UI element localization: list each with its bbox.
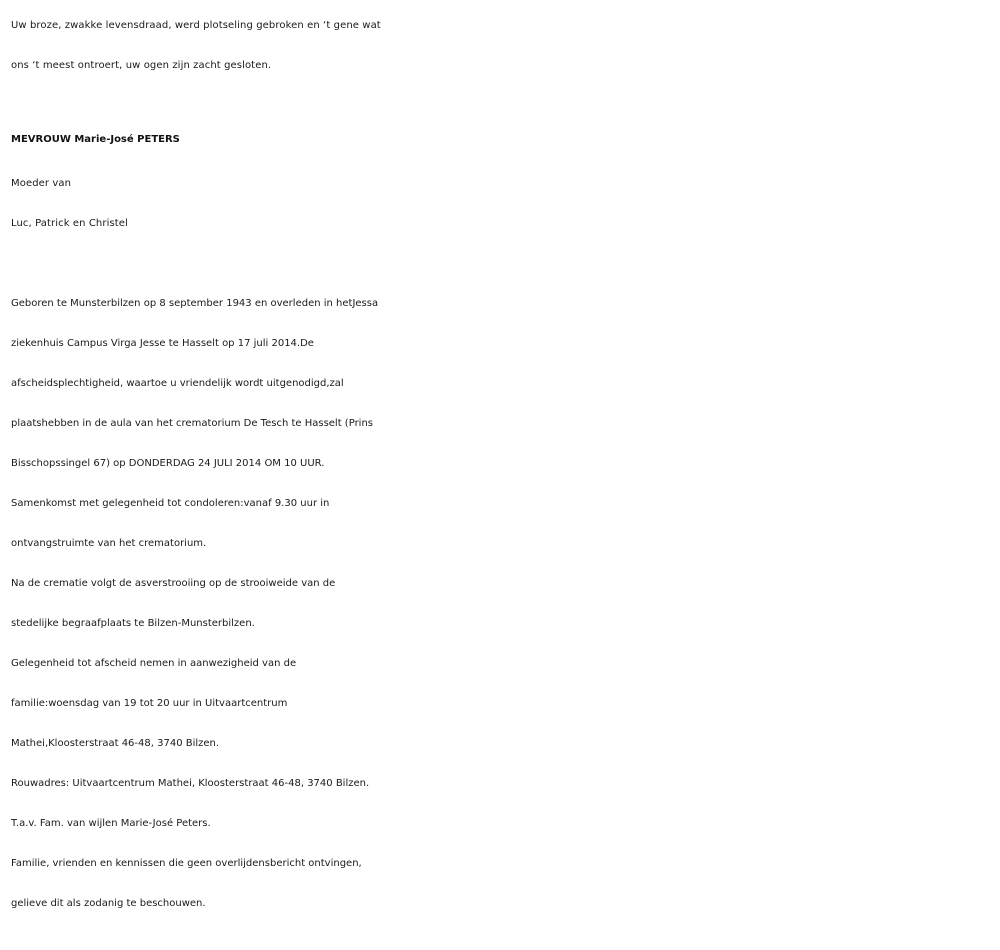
body-line: ziekenhuis Campus Virga Jesse te Hasselt op 17 juli 2014.De <box>11 338 314 349</box>
body-line: Rouwadres: Uitvaartcentrum Mathei, Kloosterstraat 46-48, 3740 Bilzen. <box>11 778 370 789</box>
spacer <box>11 244 996 284</box>
body-line: ontvangstruimte van het crematorium. <box>11 538 207 549</box>
deceased-name: MEVROUW Marie-José PETERS <box>11 134 180 145</box>
body-line: Bisschopssingel 67) op DONDERDAG 24 JULI 2014 OM 10 UUR. <box>11 458 325 469</box>
body-line: Samenkomst met gelegenheid tot condoleren:vanaf 9.30 uur in <box>11 498 330 509</box>
obituary-document <box>11 6 996 924</box>
body-line: T.a.v. Fam. van wijlen Marie-José Peters. <box>11 818 211 829</box>
body-line: Mathei,Kloosterstraat 46-48, 3740 Bilzen. <box>11 738 220 749</box>
body-line: familie:woensdag van 19 tot 20 uur in Uitvaartcentrum <box>11 698 288 709</box>
relation-block <box>11 164 996 244</box>
relation-line: Moeder van <box>11 178 72 189</box>
body-text <box>11 284 996 924</box>
body-line: afscheidsplechtigheid, waartoe u vriendelijk wordt uitgenodigd,zal <box>11 378 344 389</box>
body-line: plaatshebben in de aula van het crematorium De Tesch te Hasselt (Prins <box>11 418 374 429</box>
intro-line: Uw broze, zwakke levensdraad, werd plotseling gebroken en ‘t gene wat <box>11 20 381 31</box>
body-line: gelieve dit als zodanig te beschouwen. <box>11 898 206 909</box>
body-line: Gelegenheid tot afscheid nemen in aanwezigheid van de <box>11 658 297 669</box>
intro-verse <box>11 6 996 86</box>
intro-line: ons ‘t meest ontroert, uw ogen zijn zacht gesloten. <box>11 60 272 71</box>
body-line: Familie, vrienden en kennissen die geen overlijdensbericht ontvingen, <box>11 858 362 869</box>
body-line: Geboren te Munsterbilzen op 8 september 1943 en overleden in hetJessa <box>11 298 379 309</box>
relation-line: Luc, Patrick en Christel <box>11 218 128 229</box>
body-line: Na de crematie volgt de asverstrooiing op de strooiweide van de <box>11 578 336 589</box>
body-line: stedelijke begraafplaats te Bilzen-Munsterbilzen. <box>11 618 255 629</box>
